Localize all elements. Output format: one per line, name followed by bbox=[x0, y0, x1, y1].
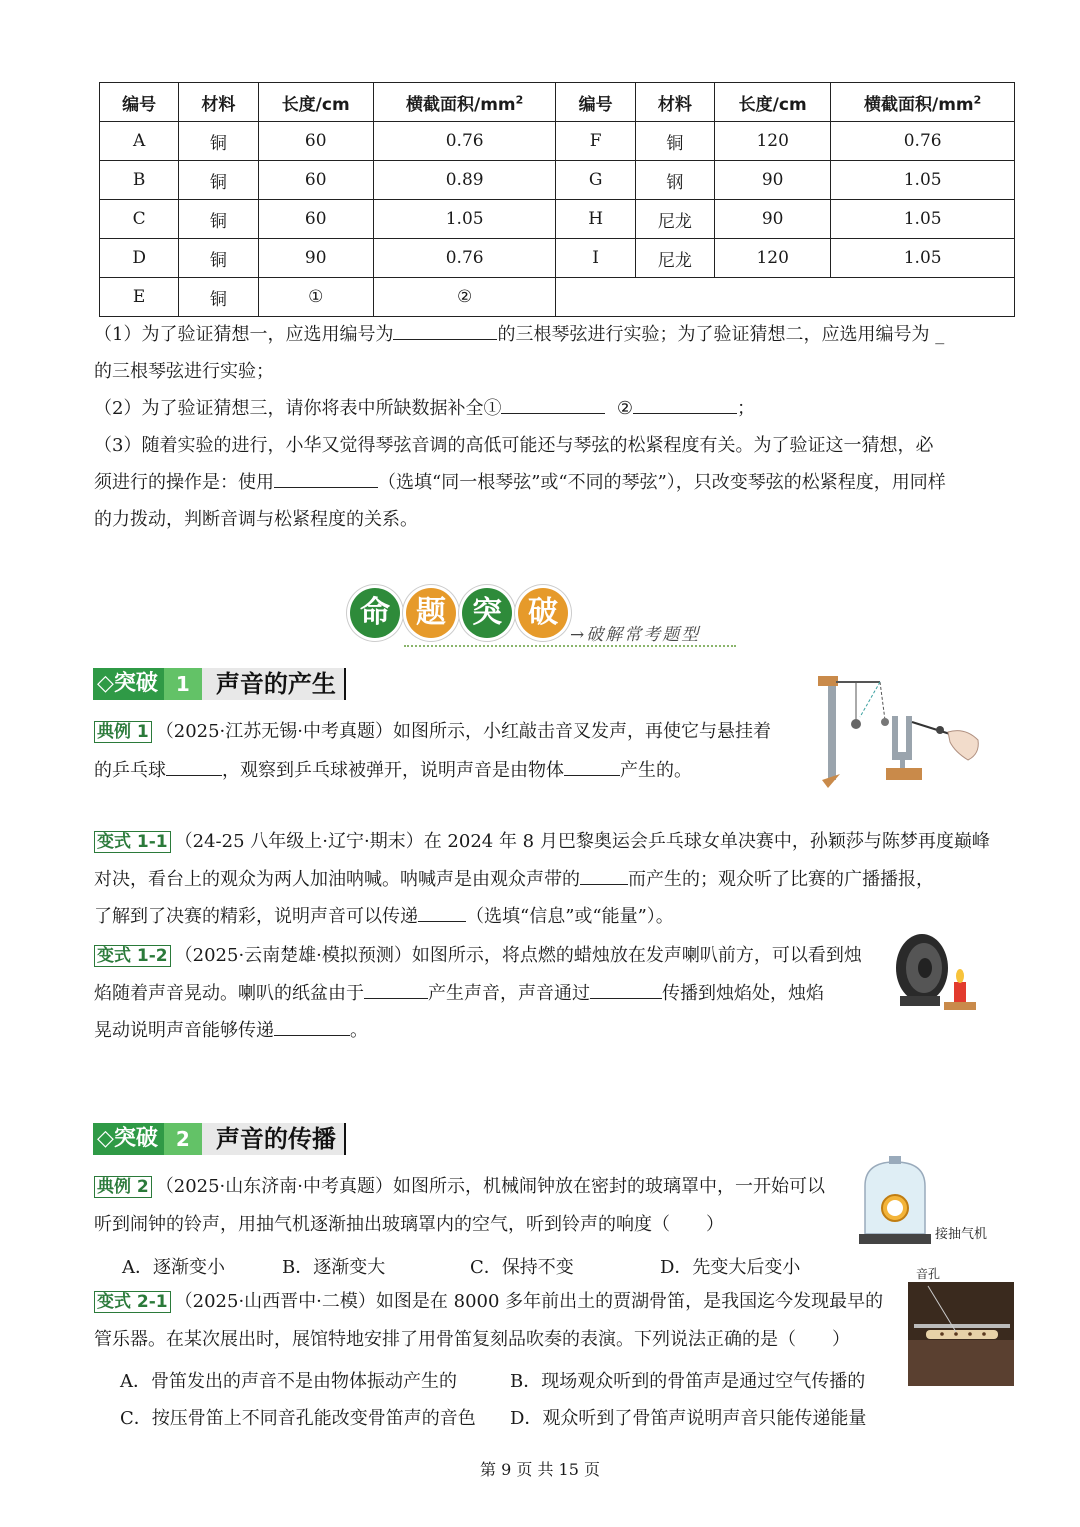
variant-1-1-line2 bbox=[94, 861, 994, 898]
section-prefix: ◇突破 bbox=[93, 1123, 164, 1155]
table-empty-cell bbox=[556, 278, 1015, 317]
variant-tag: 变式 1-2 bbox=[94, 945, 171, 967]
example-2-cont bbox=[94, 1206, 854, 1243]
table-cell: 铜 bbox=[179, 161, 258, 200]
bell-jar-figure bbox=[855, 1156, 935, 1248]
option-b[interactable]: B．逐渐变大 bbox=[282, 1257, 386, 1278]
section-number: 1 bbox=[164, 668, 202, 700]
question-1-cont bbox=[94, 353, 994, 390]
answer-blank[interactable] bbox=[364, 976, 428, 999]
data-table bbox=[99, 82, 1015, 317]
tuning-fork-figure bbox=[800, 672, 985, 792]
banner-char: 突 bbox=[462, 588, 512, 638]
section-header-2 bbox=[93, 1123, 346, 1155]
table-row bbox=[100, 200, 1015, 239]
speaker-candle-figure bbox=[892, 930, 982, 1014]
question-text: 传播到烛焰处，烛焰 bbox=[662, 983, 824, 1004]
example-tag: 典例 1 bbox=[94, 721, 152, 743]
table-header-cell: 长度/cm bbox=[258, 83, 373, 122]
option-a[interactable]: A．骨笛发出的声音不是由物体振动产生的 bbox=[120, 1371, 457, 1392]
table-cell: 1.05 bbox=[373, 200, 556, 239]
question-text: （2025·山东济南·中考真题）如图所示，机械闹钟放在密封的玻璃罩中，一开始可以 bbox=[155, 1176, 825, 1197]
table-cell: ② bbox=[373, 278, 556, 317]
table-cell: A bbox=[100, 122, 179, 161]
answer-blank[interactable] bbox=[564, 753, 620, 776]
table-cell: C bbox=[100, 200, 179, 239]
figure-label-hole: 音孔 bbox=[916, 1267, 941, 1281]
table-header-cell: 编号 bbox=[556, 83, 635, 122]
table-header-cell: 材料 bbox=[635, 83, 714, 122]
option-c[interactable]: C．按压骨笛上不同音孔能改变骨笛声的音色 bbox=[120, 1408, 476, 1429]
option-b[interactable]: B．现场观众听到的骨笛声是通过空气传播的 bbox=[510, 1371, 866, 1392]
question-3 bbox=[94, 427, 994, 464]
bone-flute-figure bbox=[908, 1282, 1014, 1386]
table-cell: 铜 bbox=[179, 278, 258, 317]
table-header-cell bbox=[831, 83, 1015, 122]
question-text: ② bbox=[616, 398, 634, 419]
answer-blank[interactable] bbox=[633, 391, 737, 414]
answer-blank[interactable] bbox=[166, 753, 222, 776]
section-header-1 bbox=[93, 668, 346, 700]
table-cell: D bbox=[100, 239, 179, 278]
table-cell: H bbox=[556, 200, 635, 239]
answer-blank[interactable] bbox=[418, 899, 466, 922]
variant-2-1-cont bbox=[94, 1321, 894, 1358]
question-text: 产生的。 bbox=[620, 760, 692, 781]
table-cell: 90 bbox=[258, 239, 373, 278]
table-cell: 0.89 bbox=[373, 161, 556, 200]
example-1-cont bbox=[94, 752, 794, 789]
example-tag: 典例 2 bbox=[94, 1176, 152, 1198]
question-2 bbox=[94, 390, 994, 427]
question-text: （选填“信息”或“能量”）。 bbox=[466, 906, 674, 927]
table-cell: 尼龙 bbox=[635, 200, 714, 239]
table-cell: 1.05 bbox=[831, 200, 1015, 239]
table-cell: 钢 bbox=[635, 161, 714, 200]
table-cell: ① bbox=[258, 278, 373, 317]
question-text: 。 bbox=[350, 1020, 368, 1041]
variant-2-1 bbox=[94, 1283, 894, 1320]
table-cell: 0.76 bbox=[373, 239, 556, 278]
banner-char: 命 bbox=[350, 588, 400, 638]
table-cell: 铜 bbox=[179, 239, 258, 278]
section-title: 声音的传播 bbox=[202, 1123, 346, 1155]
table-cell: I bbox=[556, 239, 635, 278]
question-text: _ bbox=[935, 324, 945, 345]
question-text: 了解到了决赛的精彩，说明声音可以传递 bbox=[94, 906, 418, 927]
section-title: 声音的产生 bbox=[202, 668, 346, 700]
table-row bbox=[100, 278, 1015, 317]
example-2 bbox=[94, 1168, 854, 1205]
table-cell: 铜 bbox=[179, 122, 258, 161]
banner-divider bbox=[404, 645, 736, 647]
header-area-sup: 2 bbox=[515, 92, 524, 106]
table-row bbox=[100, 161, 1015, 200]
table-header-cell bbox=[373, 83, 556, 122]
page-number: 第 9 页 共 15 页 bbox=[480, 1460, 600, 1479]
question-text: 晃动说明声音能够传递 bbox=[94, 1020, 274, 1041]
variant-1-2 bbox=[94, 937, 884, 974]
answer-blank[interactable] bbox=[580, 862, 628, 885]
header-area-text: 横截面积/mm bbox=[406, 94, 516, 115]
banner-char: 题 bbox=[406, 588, 456, 638]
table-cell: 60 bbox=[258, 122, 373, 161]
question-text: （2025·江苏无锡·中考真题）如图所示，小红敲击音叉发声，再使它与悬挂着 bbox=[155, 721, 771, 742]
variant-1-1-line3 bbox=[94, 898, 994, 935]
answer-blank[interactable] bbox=[501, 391, 605, 414]
table-cell: 0.76 bbox=[831, 122, 1015, 161]
question-text: 的三根琴弦进行实验；为了验证猜想二，应选用编号为 bbox=[497, 324, 930, 345]
option-c[interactable]: C．保持不变 bbox=[470, 1257, 574, 1278]
table-header-cell: 编号 bbox=[100, 83, 179, 122]
question-text: 的乒乓球 bbox=[94, 760, 166, 781]
question-text: （2025·云南楚雄·模拟预测）如图所示，将点燃的蜡烛放在发声喇叭前方，可以看到烛 bbox=[174, 945, 862, 966]
table-cell: 90 bbox=[715, 200, 831, 239]
question-1 bbox=[94, 316, 994, 353]
answer-blank[interactable] bbox=[590, 976, 662, 999]
section-prefix: ◇突破 bbox=[93, 668, 164, 700]
header-area-text: 横截面积/mm bbox=[864, 94, 974, 115]
table-cell: 90 bbox=[715, 161, 831, 200]
example-1 bbox=[94, 713, 794, 750]
table-cell: 铜 bbox=[179, 200, 258, 239]
question-text: 管乐器。在某次展出时，展馆特地安排了用骨笛复刻品吹奏的表演。下列说法正确的是（ ） bbox=[94, 1329, 850, 1350]
table-cell: 0.76 bbox=[373, 122, 556, 161]
table-cell: 尼龙 bbox=[635, 239, 714, 278]
table-cell: 1.05 bbox=[831, 161, 1015, 200]
table-row bbox=[100, 122, 1015, 161]
table-cell: 60 bbox=[258, 161, 373, 200]
question-text: （2）为了验证猜想三，请你将表中所缺数据补全① bbox=[94, 398, 502, 419]
question-text: 须进行的操作是：使用 bbox=[94, 472, 274, 493]
question-text: （24-25 八年级上·辽宁·期末）在 2024 年 8 月巴黎奥运会乒乓球女单决赛中，孙颖莎与陈梦再度巅峰 bbox=[174, 831, 990, 852]
table-cell: 1.05 bbox=[831, 239, 1015, 278]
question-text: 对决，看台上的观众为两人加油呐喊。呐喊声是由观众声带的 bbox=[94, 869, 580, 890]
question-text: （2025·山西晋中·二模）如图是在 8000 多年前出土的贾湖骨笛，是我国迄今发现最早的 bbox=[174, 1291, 884, 1312]
table-row bbox=[100, 239, 1015, 278]
variant-tag: 变式 1-1 bbox=[94, 831, 171, 853]
question-text: 焰随着声音晃动。喇叭的纸盆由于 bbox=[94, 983, 364, 1004]
question-3-cont bbox=[94, 464, 994, 501]
question-3-end bbox=[94, 501, 994, 538]
question-text: 产生声音，声音通过 bbox=[428, 983, 590, 1004]
answer-blank[interactable] bbox=[274, 1013, 350, 1036]
table-cell: G bbox=[556, 161, 635, 200]
banner-subtitle: →破解常考题型 bbox=[570, 625, 701, 645]
answer-blank[interactable] bbox=[393, 317, 497, 340]
figure-label-pump: 接抽气机 bbox=[935, 1227, 988, 1242]
table-cell: B bbox=[100, 161, 179, 200]
variant-tag: 变式 2-1 bbox=[94, 1291, 171, 1313]
header-area-sup: 2 bbox=[973, 92, 982, 106]
table-cell: E bbox=[100, 278, 179, 317]
table-header-row bbox=[100, 83, 1015, 122]
question-text: 的力拨动，判断音调与松紧程度的关系。 bbox=[94, 509, 418, 530]
question-text: ； bbox=[737, 398, 756, 419]
section-number: 2 bbox=[164, 1123, 202, 1155]
table-cell: 60 bbox=[258, 200, 373, 239]
banner-char: 破 bbox=[518, 588, 568, 638]
table-header-cell: 长度/cm bbox=[715, 83, 831, 122]
variant-1-1 bbox=[94, 823, 994, 860]
table-header-cell: 材料 bbox=[179, 83, 258, 122]
table-cell: 120 bbox=[715, 122, 831, 161]
table-cell: 铜 bbox=[635, 122, 714, 161]
table-cell: F bbox=[556, 122, 635, 161]
answer-blank[interactable] bbox=[274, 465, 378, 488]
variant-1-2-line2 bbox=[94, 975, 884, 1012]
question-text: 而产生的；观众听了比赛的广播播报， bbox=[628, 869, 934, 890]
question-text: （3）随着实验的进行，小华又觉得琴弦音调的高低可能还与琴弦的松紧程度有关。为了验证这一猜想，必 bbox=[94, 435, 934, 456]
variant-1-2-line3 bbox=[94, 1012, 884, 1049]
question-text: 的三根琴弦进行实验； bbox=[94, 361, 274, 382]
option-a[interactable]: A．逐渐变小 bbox=[122, 1257, 225, 1278]
option-d[interactable]: D．观众听到了骨笛声说明声音只能传递能量 bbox=[510, 1408, 867, 1429]
question-text: 听到闹钟的铃声，用抽气机逐渐抽出玻璃罩内的空气，听到铃声的响度（ ） bbox=[94, 1214, 724, 1235]
question-text: （1）为了验证猜想一，应选用编号为 bbox=[94, 324, 394, 345]
option-d[interactable]: D．先变大后变小 bbox=[660, 1257, 801, 1278]
question-text: （选填“同一根琴弦”或“不同的琴弦”），只改变琴弦的松紧程度，用同样 bbox=[378, 472, 946, 493]
table-cell: 120 bbox=[715, 239, 831, 278]
question-text: ，观察到乒乓球被弹开，说明声音是由物体 bbox=[222, 760, 564, 781]
